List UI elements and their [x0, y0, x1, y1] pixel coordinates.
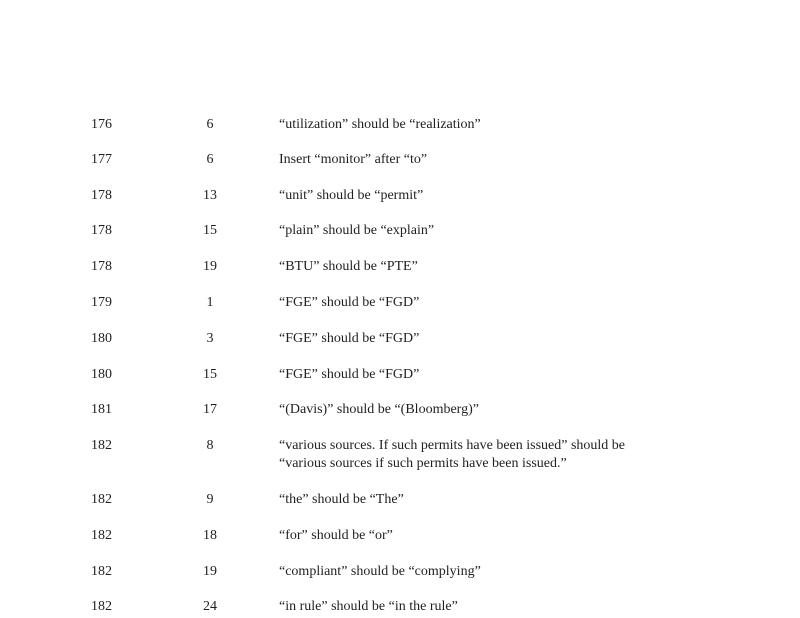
line-number: 19: [203, 259, 217, 274]
page-number: 176: [91, 117, 112, 132]
line-number: 24: [203, 599, 217, 614]
correction-text-continued: “various sources if such permits have been issued.”: [279, 456, 567, 471]
correction-text: “for” should be “or”: [279, 528, 393, 543]
correction-text: “(Davis)” should be “(Bloomberg)”: [279, 402, 479, 417]
page-number: 178: [91, 259, 112, 274]
correction-text: “BTU” should be “PTE”: [279, 259, 418, 274]
correction-text: Insert “monitor” after “to”: [279, 152, 428, 167]
correction-text: “FGE” should be “FGD”: [279, 367, 420, 382]
page-number: 182: [91, 438, 112, 453]
page-number: 179: [91, 295, 112, 310]
correction-text: “utilization” should be “realization”: [279, 117, 481, 132]
line-number: 19: [203, 564, 217, 579]
line-number: 15: [203, 223, 217, 238]
correction-text: “in rule” should be “in the rule”: [279, 599, 458, 614]
line-number: 6: [206, 117, 214, 132]
page-number: 180: [91, 331, 112, 346]
line-number: 15: [203, 367, 217, 382]
correction-text: “the” should be “The”: [279, 492, 404, 507]
correction-text: “FGE” should be “FGD”: [279, 331, 420, 346]
line-number: 17: [203, 402, 217, 417]
page-number: 182: [91, 528, 112, 543]
line-number: 1: [206, 295, 214, 310]
line-number: 9: [206, 492, 214, 507]
line-number: 13: [203, 188, 217, 203]
page-number: 182: [91, 564, 112, 579]
line-number: 18: [203, 528, 217, 543]
correction-text: “plain” should be “explain”: [279, 223, 435, 238]
page-number: 182: [91, 599, 112, 614]
page-number: 178: [91, 188, 112, 203]
line-number: 6: [206, 152, 214, 167]
page-number: 181: [91, 402, 112, 417]
page-number: 177: [91, 152, 112, 167]
page-number: 180: [91, 367, 112, 382]
correction-text: “unit” should be “permit”: [279, 188, 424, 203]
correction-text: “various sources. If such permits have been issued” should be: [279, 438, 626, 453]
page-number: 178: [91, 223, 112, 238]
correction-text: “compliant” should be “complying”: [279, 564, 481, 579]
correction-text: “FGE” should be “FGD”: [279, 295, 420, 310]
line-number: 8: [206, 438, 214, 453]
line-number: 3: [206, 331, 214, 346]
page-number: 182: [91, 492, 112, 507]
